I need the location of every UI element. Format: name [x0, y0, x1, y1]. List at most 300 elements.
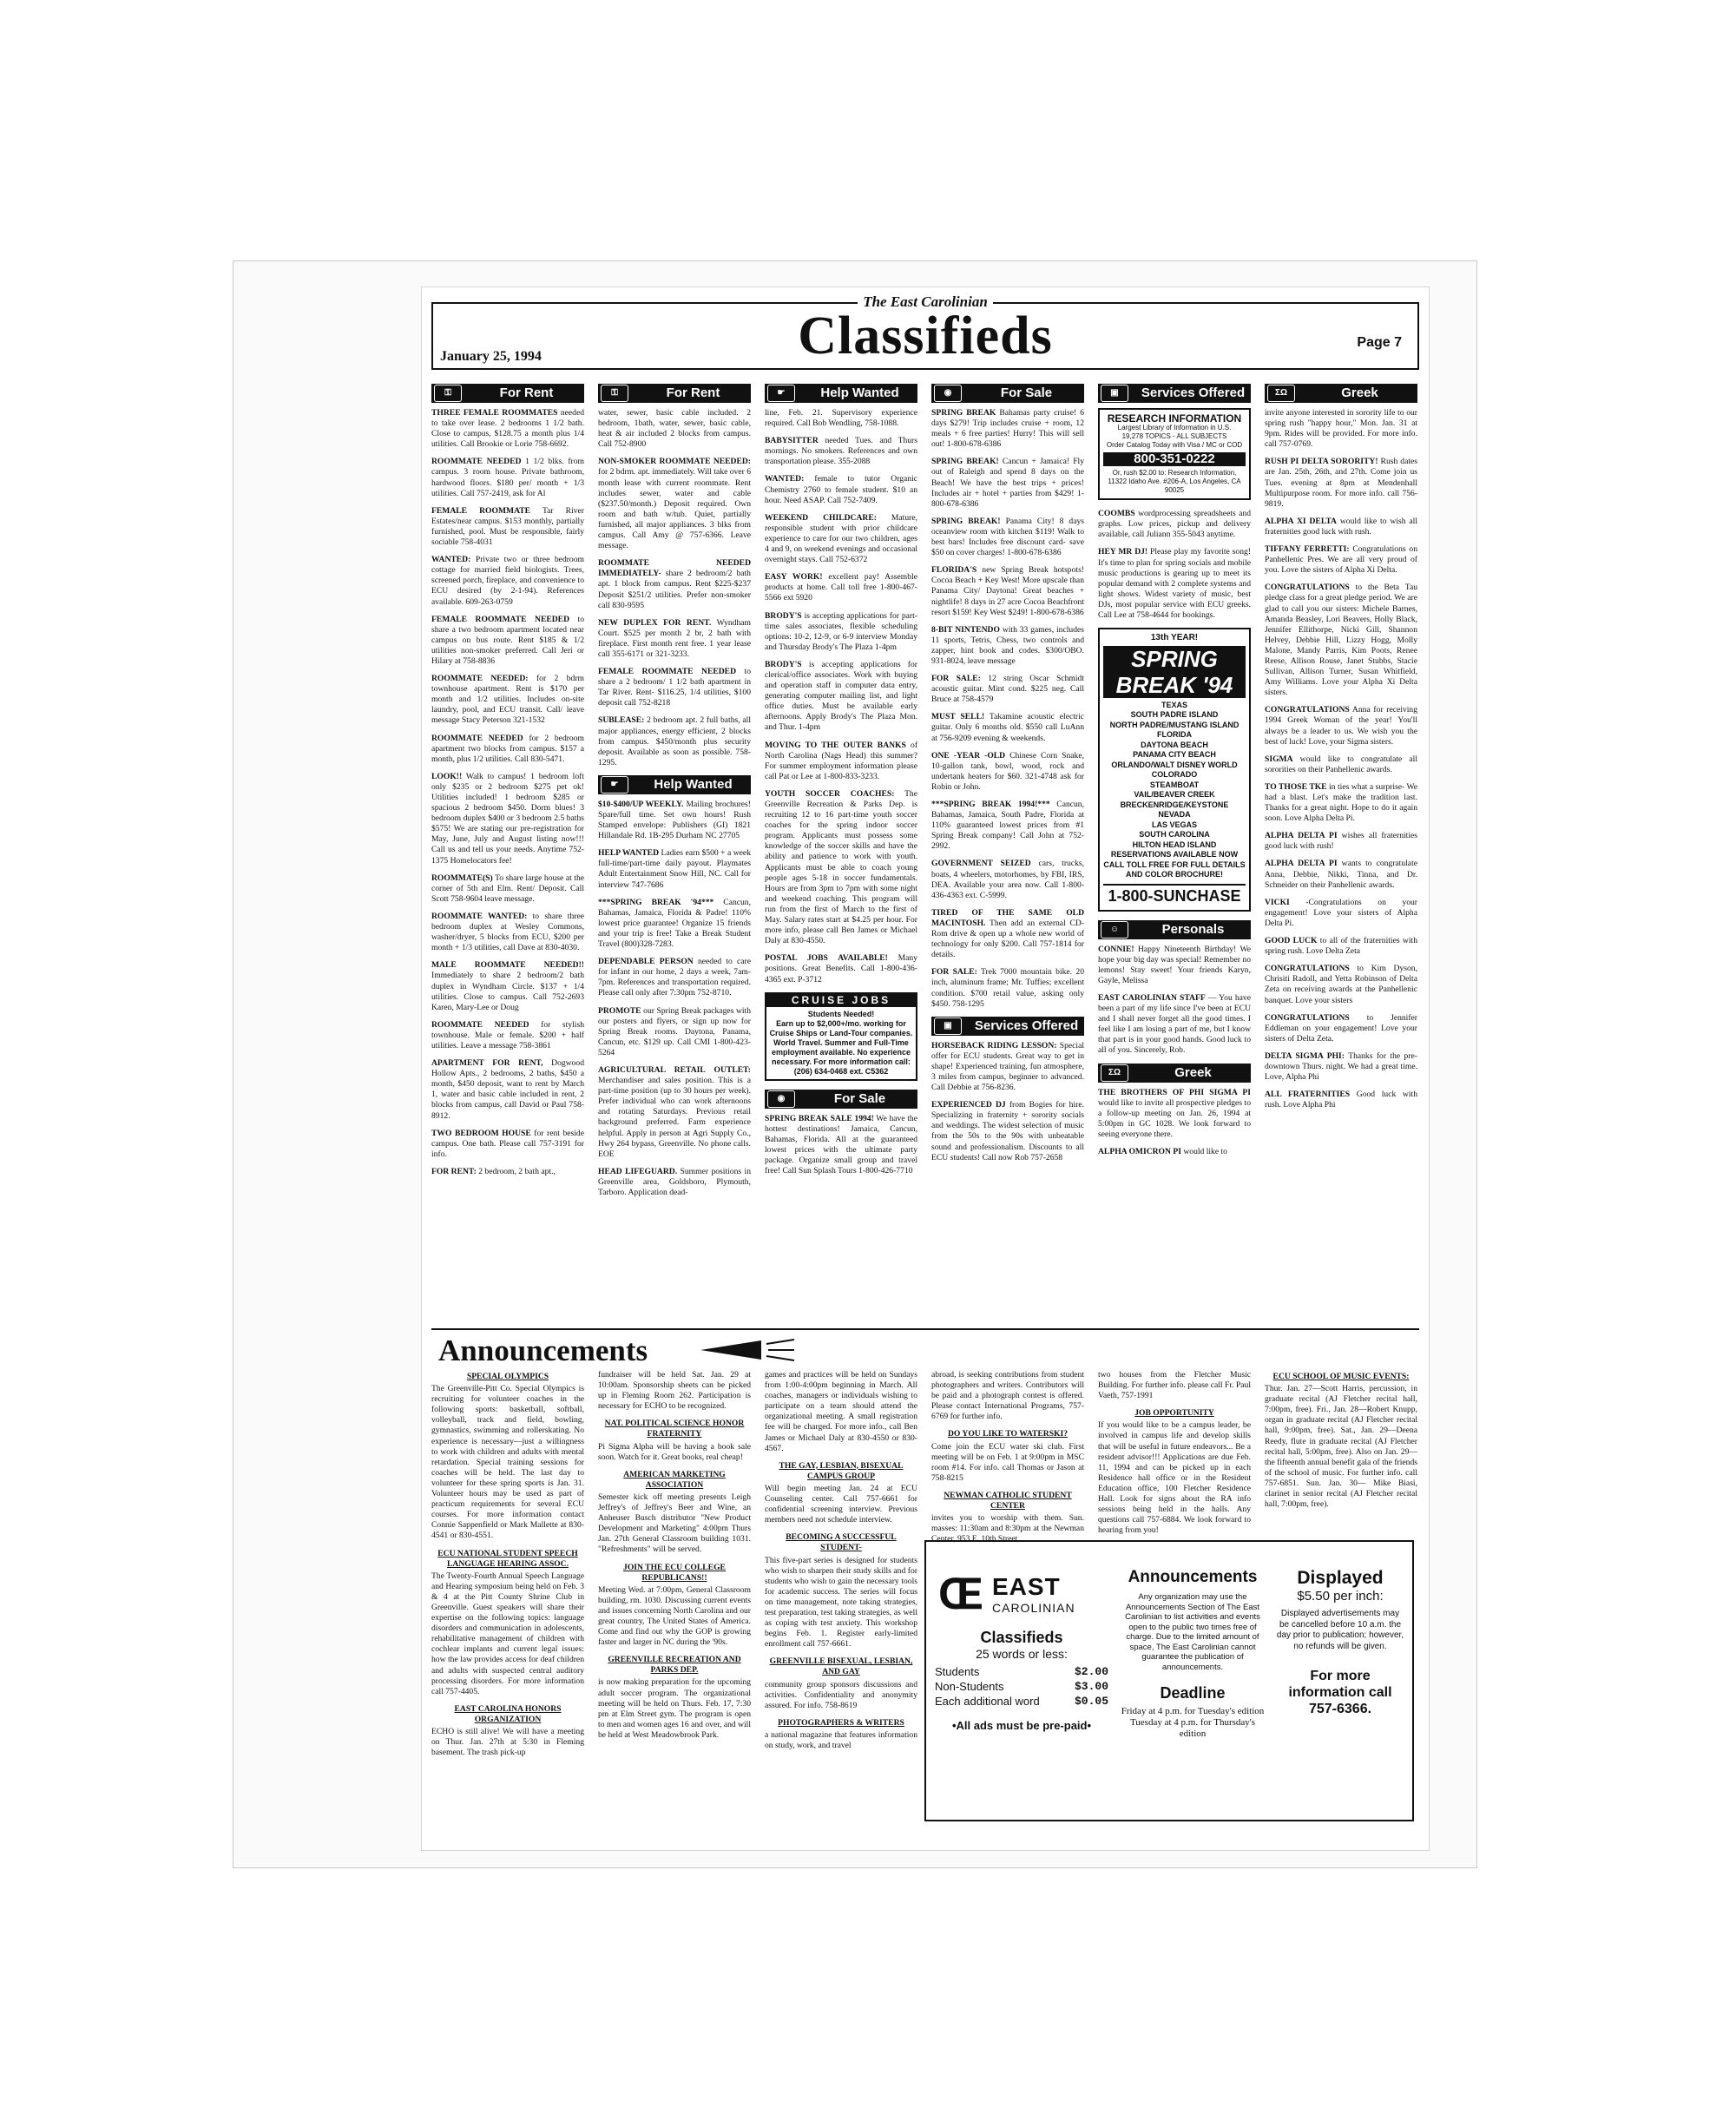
announcement-heading: AMERICAN MARKETING ASSOCIATION: [623, 1469, 726, 1490]
ad-lead: SPRING BREAK!: [931, 516, 1001, 526]
ad-lead: LOOK!!: [431, 771, 463, 781]
spring-destinations: [1103, 701, 1246, 880]
ad-lead: COOMBS: [1098, 509, 1135, 519]
announcement-text: a national magazine that features information on study, work, and travel: [765, 1729, 917, 1750]
ad-lead: ROOMMATE WANTED:: [431, 911, 528, 921]
classified-ad: [765, 513, 917, 565]
research-information-ad: [1098, 408, 1251, 500]
ad-body: wordprocessing spreadsheets and graphs. Low prices, pickup and delivery available, call Juliann 355-5043 anytime.: [1098, 509, 1251, 540]
ad-lead: AGRICULTURAL RETAIL OUTLET:: [598, 1064, 751, 1075]
logo-east: EAST: [992, 1573, 1061, 1600]
ad-lead: SPRING BREAK: [931, 408, 996, 418]
spring-destination-line: ORLANDO/WALT DISNEY WORLD: [1111, 760, 1238, 769]
announcement-heading: BECOMING A SUCCESSFUL STUDENT-: [786, 1532, 897, 1553]
announcement-column-1: [431, 1370, 584, 1839]
classified-ad: [431, 912, 584, 953]
classified-ad: [431, 1020, 584, 1051]
ad-list: [598, 800, 751, 1198]
header-label: For Sale: [833, 1090, 886, 1106]
ad-body: Merchandiser and sales position. This is a part-time position (up to 30 hours per week). Prefer individual who can work afternoons and rotating Saturdays. Previous retail background preferred. Farm experience helpful. Apply in person at Agri Supply Co., Hwy 264 bypass, Greenville. No phone calls. EOE: [598, 1076, 751, 1159]
announcement-heading: GREENVILLE BISEXUAL, LESBIAN, AND GAY: [769, 1656, 913, 1677]
column-for-rent-2: [598, 384, 751, 1323]
ad-lead: ALPHA XI DELTA: [1265, 516, 1337, 526]
rate-label: Students: [935, 1665, 980, 1678]
ad-lead: GOVERNMENT SEIZED: [931, 859, 1031, 869]
spring-destination-line: DAYTONA BEACH: [1141, 740, 1208, 749]
header-label: Greek: [1174, 1064, 1212, 1080]
ad-lead: RUSH PI DELTA SORORITY!: [1265, 457, 1378, 467]
ad-lead: YOUTH SOCCER COACHES:: [765, 788, 895, 799]
rate-price: $3.00: [1074, 1680, 1108, 1693]
ad-list: [1265, 408, 1417, 1110]
ad-lead: PROMOTE: [598, 1005, 641, 1016]
announcements-policy-text: Any organization may use the Announcements Section of The East Carolinian to list activities and events open to the public two times free of charge. Due to the limited amount of space, The East Carolinian cannot guarantee the publication of announcements.: [1125, 1592, 1260, 1672]
cassette-icon: ◉: [767, 1090, 795, 1108]
ad-body: Summer positions in Greenville area, Goldsboro, Plymouth, Tarboro. Application dead-: [598, 1166, 751, 1197]
header-label: Help Wanted: [820, 385, 899, 400]
ad-lead: SIGMA: [1265, 754, 1293, 764]
announcement-heading: PHOTOGRAPHERS & WRITERS: [778, 1717, 904, 1728]
classified-ad: [598, 1006, 751, 1058]
ad-body: Cancun, Bahamas, Jamaica, Florida & Padre! 110% lowest price guarantee! Organize 15 friends and your trip is free! Take a Break Student Travel (800)328-7283.: [598, 897, 752, 950]
ad-lead: EASY WORK!: [765, 572, 823, 583]
ad-body: to Jennifer Eddleman on your engagement! Love your sisters of Delta Zeta.: [1265, 1012, 1417, 1044]
announcement-heading: DO YOU LIKE TO WATERSKI?: [947, 1429, 1069, 1439]
east-carolinian-logo: [938, 1571, 1086, 1620]
announcement-text: The Twenty-Fourth Annual Speech Language and Hearing symposium being held on Feb. 3 & 4 at the Pitt County Shrine Club in Greenville. Guest speakers will share their expertise on the following topics: language disorders and communication in adolescents, rehabilitative management of children with cochlear implants and current legal issues: how the law provides access for deaf children and adults with suspected central auditory processing disorders. For more information call 757-4405.: [431, 1571, 584, 1696]
classified-ad: [598, 1167, 751, 1198]
logo-mark: Œ: [938, 1569, 983, 1619]
greek-letters-icon: ΣΩ: [1267, 385, 1295, 402]
classified-ad: [431, 506, 584, 548]
announcement-text: Thur. Jan. 27—Scott Harris, percussion, in graduate recital (AJ Fletcher recital hall, 7:00pm, free). Fri., Jan. 28—Robert Knupp, organ in graduate recital (AJ Fletcher recital hall, 9:00pm, free). Sat., Jan. 29—Deena Reedy, flute in graduate recital (AJ Fletcher recital hall, 5:00pm, free). Also on Jan. 29—the fifteenth annual benefit gala of the friends of the school of music. For further info. call 757-6851. Sun. Jan. 30— Mike Biasi, clarinet in senior recital (AJ Fletcher recital hall, 7:00pm, free).: [1265, 1384, 1417, 1510]
key-icon: ⚿: [434, 385, 462, 402]
ad-lead: ROOMMATE NEEDED:: [431, 674, 529, 684]
ad-lead: APARTMENT FOR RENT,: [431, 1058, 543, 1069]
ad-lead: $10-$400/UP WEEKLY.: [598, 799, 684, 809]
spring-destination-line: NORTH PADRE/MUSTANG ISLAND: [1109, 720, 1240, 729]
cassette-icon: ◉: [934, 385, 962, 402]
classified-ad: [931, 859, 1084, 900]
research-address: Or, rush $2.00 to: Research Information, 11322 Idaho Ave. #206-A, Los Angeles, CA 90025: [1108, 469, 1241, 495]
ad-lead: TIRED OF THE SAME OLD MACINTOSH.: [931, 907, 1084, 928]
ad-body: Ladies earn $500 + a week full-time/part-time daily payout. Playmates Adult Entertainment Snow Hill, NC. Call for interview 747-7686: [598, 848, 751, 890]
ad-body: share 2 bedroom/2 bath apt. 1 block from campus. Rent $225-$237 Deposit $251/2 utilities. Prefer non-smoker call 830-9595: [598, 569, 751, 610]
cruise-jobs-title: CRUISE JOBS: [766, 994, 916, 1007]
ad-body: Walk to campus! 1 bedroom loft only $235 or 2 bedroom $275 pet ok! Utilities included! 1 bedroom $285 or spacious 2 bedroom $450. Dorm blues! 3 bedroom duplex $400 or 3 bedroom 2.5 baths $575! We are stating our pre-registration for May, June, July and August listing now!!! Call us and tell us your needs. Anytime 752-1375 Homelocators fee!: [431, 771, 584, 866]
classified-ad: [431, 873, 584, 905]
ad-lead: GOOD LUCK: [1265, 936, 1318, 946]
classified-ad: [931, 1041, 1084, 1093]
announcement-heading: ECU NATIONAL STUDENT SPEECH LANGUAGE HEARING ASSOC.: [437, 1548, 578, 1569]
cruise-jobs-sub: Students Needed!: [807, 1009, 875, 1018]
ad-body: for rent beside campus. One bath. Please call 757-3191 for info.: [431, 1128, 584, 1159]
announcement-heading: JOIN THE ECU COLLEGE REPUBLICANS!!: [623, 1562, 726, 1583]
classified-ad: [431, 1058, 584, 1122]
ad-body: new Spring Break hotspots! Cocoa Beach + Key West! More upscale than Panama City/ Daytona! Great beaches + nightlife! 8 days in 27 acre Cocoa Beachfront resort $159! Key West $249! 1-800-678-6386: [931, 565, 1084, 617]
ad-lead: FEMALE ROOMMATE NEEDED: [431, 614, 570, 624]
announcements-title: Announcements: [438, 1334, 648, 1367]
announcement-text: Will begin meeting Jan. 24 at ECU Counseling center. Call 757-6661 for confidential screening interview. Previous members need not schedule interview.: [765, 1483, 917, 1525]
ad-list: [931, 408, 1084, 1010]
announcement-text: community group sponsors discussions and activities. Confidentiality and anonymity assured. For info. 758-8619: [765, 1679, 917, 1710]
rate-price: $0.05: [1074, 1695, 1108, 1708]
column-greek: [1265, 384, 1417, 1323]
ad-lead: MUST SELL!: [931, 712, 985, 722]
ad-body: Cancun, Bahamas, Jamaica, South Padre, Florida at 110% guaranteed lowest prices from #1 Spring Break company! Call John at 752-2992.: [931, 800, 1085, 852]
ad-lead: NON-SMOKER ROOMMATE NEEDED:: [598, 457, 751, 467]
research-title: RESEARCH INFORMATION: [1107, 412, 1242, 425]
ad-body: needed to care for infant in our home, 2 days a week, 7am-7pm. References and transportation required. Please call only after 7:30pm 752-8710.: [598, 957, 751, 998]
ad-lead: SUBLEASE:: [598, 715, 645, 726]
classified-ad: [431, 408, 584, 450]
classified-ad: [1265, 964, 1417, 1005]
ad-body: needed Tues. and Thurs mornings. No smokers. References and own transportation please. 355-2088: [765, 436, 917, 467]
ad-body: 1 1/2 blks. from campus. 3 room house. Private bathroom, hardwood floors. $180 per/ month + 1/3 utilities. Call 757-2419, ask for Al: [431, 457, 584, 498]
header-personals: [1098, 920, 1251, 939]
masthead-rule-bottom: [431, 368, 1419, 370]
classified-ad: [765, 408, 917, 429]
ad-lead: FOR SALE:: [931, 967, 977, 978]
column-help-wanted: [765, 384, 917, 1323]
ad-lead: TO THOSE TKE: [1265, 781, 1327, 792]
classified-ad: [765, 660, 917, 734]
publication-name-text: The East Carolinian: [858, 293, 993, 310]
announcements-banner: [431, 1328, 1419, 1368]
classified-ad: [931, 1100, 1084, 1163]
ad-lead: ALPHA DELTA PI: [1265, 859, 1338, 869]
ad-lead: THREE FEMALE ROOMMATES: [431, 408, 558, 418]
announcement-heading: THE GAY, LESBIAN, BISEXUAL CAMPUS GROUP: [779, 1460, 904, 1481]
hand-icon: ☛: [601, 776, 628, 794]
ad-lead: WANTED:: [765, 474, 805, 484]
classified-ad: [431, 1167, 584, 1177]
ad-lead: ROOMMATE NEEDED: [431, 457, 522, 467]
ad-lead: CONNIE!: [1098, 944, 1134, 954]
classified-ad: [598, 457, 751, 551]
ad-body: Please play my favorite song! It's time to plan for spring socials and mobile music productions is gearing up to meet its popular demand with 2 complete systems and light shows. Widest variety of music, best DJs, most popular service with ECU greeks. Call Lee at 758-4644 for bookings.: [1098, 547, 1251, 621]
classified-ad: [431, 457, 584, 498]
cruise-jobs-text: Earn up to $2,000+/mo. working for Cruise Ships or Land-Tour companies. World Travel. Summer and Full-Time employment available. No experience necessary. For more information call:: [769, 1018, 913, 1066]
header-label: Personals: [1161, 921, 1225, 937]
ad-body: to the Beta Tau pledge class for a great pledge period. We are glad to call you our sisters: Michele Barnes, Amanda Beasley, Lori Beavers, Holly Black, Jennifer Ellithorpe, Nicki Gill, Shannon Helvey, Debbie Hill, Lizzy Hogg, Molly Malone, Mandy Parris, Kim Poots, Renee Reese, Allison Rouse, Janet Stubbs, Stacie Sullivan, Allison Turner, Susan Whitfield, Amy Williams. Love your Alpha Xi Delta sisters.: [1265, 583, 1417, 698]
classified-ad: [1265, 1090, 1417, 1110]
classified-ad: [931, 408, 1084, 450]
announcement-heading: JOB OPPORTUNITY: [1134, 1408, 1214, 1419]
announcement-text: abroad, is seeking contributions from student photographers and writers. Contributors will be paid and a photograph contest is offered. Please contact International Programs, 757-6769 for further info.: [931, 1370, 1084, 1422]
ad-body: to share three bedroom duplex at Wesley Commons, washer/dryer, 5 blocks from ECU, $200 per month + 1/3 utilities, call Dave at 830-4030.: [431, 911, 584, 953]
ad-body: would like to invite all prospective pledges to a follow-up meeting on Jan. 26, 1994 at 5:00pm in GC 1028. We look forward to seeing everyone there.: [1098, 1097, 1251, 1139]
header-greek: [1098, 1064, 1251, 1083]
ad-body: The Greenville Recreation & Parks Dep. is recruiting 12 to 16 part-time youth soccer coaches for the spring indoor soccer program. Applicants must possess some knowledge of the soccer skills and have the ability and patience to work with youth. Applicants must be able to coach young people ages 5-18 in soccer fundamentals. Hours are from 3pm to 7pm with some night and weekend coaching. This program will run from the first of March to the first of May. Salary rates start at $4.25 per hour. For more info, please call Ben James or Michael Daly at 830-4550.: [765, 788, 917, 946]
announcement-text: invites you to worship with them. Sun. masses: 11:30am and 8:30pm at the Newman Center, 953 E. 10th Street,: [931, 1513, 1084, 1544]
rate-price: $2.00: [1074, 1665, 1108, 1678]
ad-body: Bahamas party cruise! 6 days $279! Trip includes cruise + room, 12 meals + 6 free parties! Hurry! This will sell out! 1-800-678-6386: [931, 408, 1084, 450]
contact-info: For more information call 757-6366.: [1288, 1669, 1392, 1716]
classified-ad: [1098, 1088, 1251, 1140]
ad-lead: SPRING BREAK!: [931, 457, 999, 467]
ad-body: for 2 bedroom apartment two blocks from campus. $157 a month, plus 1/2 utilities. Call 830-5471.: [431, 733, 584, 764]
ad-body: Chinese Corn Snake, 10-gallon tank, bowl, wood, rock and undertank heaters for $60. 321-4748 ask for Robin or John.: [931, 750, 1084, 792]
announcements-policy: [1119, 1568, 1266, 1740]
classified-ad: [765, 741, 917, 782]
classified-ad: [931, 517, 1084, 558]
ad-lead: CONGRATULATIONS: [1265, 964, 1350, 974]
classified-ad: [931, 751, 1084, 793]
ad-lead: HORSEBACK RIDING LESSON:: [931, 1040, 1057, 1050]
ad-body: is accepting applications for part-time sales associates, flexible scheduling options: 10-2, 12-9, or 6-9 interview Monday and Thursday Brody's The Plaza 1-4pm: [765, 610, 917, 652]
ad-body: To share large house at the corner of 5th and Elm. Rent/ Deposit. Call Scott 758-9604 leave message.: [431, 873, 585, 904]
classified-ad: [765, 789, 917, 946]
ad-lead: BRODY'S: [765, 659, 802, 669]
ad-body: Immediately to share 2 bedroom/2 bath duplex in Wyndham Circle. $137 + 1/4 utilities. Close to campus. Call 752-2693 Karen, Mary-Lee or Doug: [431, 971, 584, 1012]
ad-lead: MALE ROOMMATE NEEDED!!: [431, 960, 584, 971]
ad-lead: EAST CAROLINIAN STAFF: [1098, 993, 1206, 1003]
section-title: Classifieds: [798, 306, 1053, 366]
classified-ad: [598, 957, 751, 998]
classified-ad: [1265, 936, 1417, 957]
ad-body: Mailing brochures! Spare/full time. Set own hours! Rush Stamped envelope: Publishers (GI) 1821 Hillandale Rd. 1B-295 Durham NC 27705: [598, 799, 751, 841]
ad-lead: 8-BIT NINTENDO: [931, 624, 1000, 635]
announcement-heading: NEWMAN CATHOLIC STUDENT CENTER: [944, 1490, 1072, 1511]
announcement-heading: ECU SCHOOL OF MUSIC EVENTS:: [1272, 1372, 1410, 1381]
classified-ad: [1265, 408, 1417, 450]
ad-lead: FEMALE ROOMMATE NEEDED: [598, 667, 737, 677]
ad-body: Mature, responsible student with prior childcare experience to care for our two children, ages 4 and 9, on weekend evenings and occasional overnight stays. Call 752-6372: [765, 512, 917, 565]
ad-lead: POSTAL JOBS AVAILABLE!: [765, 953, 888, 964]
ad-lead: MOVING TO THE OUTER BANKS: [765, 740, 906, 750]
ad-lead: WANTED:: [431, 555, 471, 565]
rate-row: [935, 1679, 1108, 1694]
header-label: For Rent: [499, 385, 554, 400]
ad-body: for stylish townhouse. Male or female. $200 + half utilities. Leave a message 758-3861: [431, 1019, 584, 1050]
announcement-text: ECHO is still alive! We will have a meeting on Thur. Jan. 27th at 5:30 in Fleming basement. The trash pick-up: [431, 1727, 584, 1758]
ad-body: to share a two bedroom apartment located near campus on bus route. Rent $185 & 1/2 utilities non-smoker preferred. Call Jeri or Hilary at 758-8836: [431, 614, 584, 666]
ad-body: to Kim Dyson, Chrisiti Radoll, and Yetta Robinson of Delta Zeta on receiving awards at the Panhellenic banquet. Love your sisters: [1265, 964, 1417, 1005]
classified-ad: [1098, 993, 1251, 1057]
ad-body: 12 string Oscar Schmidt acoustic guitar. Mint cond. $225 neg. Call Bruce at 758-4579: [931, 674, 1084, 705]
classified-ad: [1098, 945, 1251, 986]
header-label: Help Wanted: [654, 776, 733, 792]
ad-lead: BABYSITTER: [765, 436, 819, 446]
ad-body: to share a 2 bedroom/ 1 1/2 bath apartment in Tar River. Rent- $116.25, 1/4 utilities, $100 deposit call 752-8218: [598, 667, 751, 708]
ad-lead: ***SPRING BREAK '94***: [598, 897, 714, 907]
spring-destination-line: FLORIDA: [1157, 730, 1192, 740]
ad-lead: FLORIDA'S: [931, 565, 977, 576]
classified-ad: [1265, 831, 1417, 852]
spring-logo: SPRING BREAK '94: [1103, 646, 1246, 698]
classified-rates-box: [924, 1540, 1414, 1821]
ad-body: of North Carolina (Nags Head) this summer? For summer employment information please call Pat or Lee at 1-800-833-3233.: [765, 740, 918, 781]
spring-destination-line: STEAMBOAT: [1149, 780, 1200, 789]
header-help-wanted: [598, 775, 751, 794]
ad-body: Tar River Estates/near campus. $153 monthly, partially furnished, pool. Must be responsible, fairly sociable 758-4031: [431, 505, 584, 548]
classified-ad: [1265, 583, 1417, 698]
ad-body: invite anyone interested in sorority life to our spring rush "happy hour," Mon. Jan. 31 at 9pm. Rides will be provided. For more info. call 757-0769.: [1265, 408, 1417, 450]
classified-ad: [765, 1114, 917, 1177]
ad-body: Many positions. Great Benefits. Call 1-800-436-4365 ext. P-3712: [765, 953, 917, 985]
classified-ad: [1265, 705, 1417, 747]
prepaid-note: •All ads must be pre-paid•: [951, 1719, 1092, 1732]
displayed-ads-section: [1275, 1568, 1405, 1717]
page-number: Page 7: [1357, 335, 1402, 350]
classified-ad: [598, 715, 751, 767]
classified-ad: [598, 1065, 751, 1160]
megaphone-icon: [700, 1339, 796, 1361]
ad-body: for 2 bdrm. apt. immediately. Will take over 6 month lease with current roommate. Rent includes sewer, water and cable ($237.50/month.) Deposit required. Own room and bath w/tub. Quiet, partially furnished, all major appliances. 3 blks from campus. Call Amy @ 757-6366. Leave message.: [598, 467, 751, 551]
rate-label: Each additional word: [935, 1695, 1040, 1708]
classified-ad: [931, 908, 1084, 960]
announcement-text: If you would like to be a campus leader, be involved in campus life and develop skills that will be useful in future endeavors... Be a resident advisor!!! Applications are due Feb. 11, 1994 and can be picked up in each Residence hall office or in the Resident Education office, 100 Fletcher Residence Hall. Look for signs about the RA info sessions being held in the halls. Any questions call 757-6884. We look forward to hearing from you!: [1098, 1420, 1251, 1536]
spring-destination-line: TEXAS: [1161, 700, 1187, 709]
ad-body: for 2 bdrm townhouse apartment. Rent is $170 per month and 1/2 utilities. Includes on-site laundry, pool, and ECU transit. Call/ leave message Stacy Peterson 321-1532: [431, 674, 584, 726]
ad-body: 2 bedroom, 2 bath apt.,: [478, 1166, 556, 1176]
announcement-heading: SPECIAL OLYMPICS: [466, 1372, 549, 1381]
cruise-jobs-body: [766, 1007, 916, 1079]
ad-list: [1098, 945, 1251, 1057]
header-greek: [1265, 384, 1417, 403]
spring-destination-line: BRECKENRIDGE/KEYSTONE: [1120, 800, 1229, 809]
announcement-column-3: [765, 1370, 917, 1839]
ad-list: [931, 1041, 1084, 1163]
ad-lead: THE BROTHERS OF PHI SIGMA PI: [1098, 1087, 1251, 1097]
services-icon: ▣: [934, 1017, 962, 1035]
classified-ad: [1265, 457, 1417, 509]
rates-title: Classifieds: [980, 1629, 1063, 1646]
ad-lead: FOR SALE:: [931, 674, 981, 684]
announcement-heading: EAST CAROLINA HONORS ORGANIZATION: [454, 1703, 562, 1724]
classified-ad: [1265, 898, 1417, 929]
ad-lead: VICKI: [1265, 897, 1290, 907]
classified-ad: [1265, 544, 1417, 576]
ad-body: Rush dates are Jan. 25th, 26th, and 27th. Come join us Tues. evening at 8pm at Mendenhall Multipurpose room. For more info. call 756-9819.: [1265, 457, 1417, 509]
spring-destination-line: SOUTH CAROLINA: [1139, 830, 1210, 840]
header-for-sale: [765, 1090, 917, 1109]
ad-body: — You have been a part of my life since I've been at ECU and I shall never forget all the good times. I feel like I am losing a part of me, but I know that part is in your good hands. Good luck to all of you. Sincerely, Rob.: [1098, 993, 1251, 1056]
classified-ad: [431, 734, 584, 765]
ad-body: cars, trucks, boats, 4 wheelers, motorhomes, by FBI, IRS, DEA. Available your area now. Call 1-800-436-4363 ext. C-5999.: [931, 859, 1084, 900]
announcement-text: Meeting Wed. at 7:00pm, General Classroom building, rm. 1030. Discussing current events and issues concerning North Carolina and our great country, The United States of America. Come and find out why the GOP is growing faster and larger in NC during the '90s.: [598, 1584, 751, 1648]
rate-row: [935, 1664, 1108, 1679]
announcement-heading: NAT. POLITICAL SCIENCE HONOR FRATERNITY: [604, 1419, 745, 1439]
classified-ad: [931, 625, 1084, 667]
ad-list: [1098, 1088, 1251, 1158]
rate-rows: [935, 1664, 1108, 1709]
deadline-text: Friday at 4 p.m. for Tuesday's edition Tuesday at 4 p.m. for Thursday's edition: [1121, 1706, 1265, 1739]
ad-body: water, sewer, basic cable included. 2 bedroom, 1bath, water, sewer, basic cable, heat & air included 2 blocks from campus. Call 752-8900: [598, 408, 751, 450]
header-label: For Rent: [666, 385, 720, 400]
classified-ad: [1265, 754, 1417, 775]
deadline-title: Deadline: [1160, 1684, 1226, 1702]
announcement-column-4: [931, 1370, 1084, 1544]
ad-body: is accepting applications for clerical/office associates. Work with buying and operation staff in computer data entry, generating computer mailing list, and light office duties. Must be available early afternoons. Apply Brody's The Plaza Mon. and Thur. 1-4pm: [765, 659, 917, 733]
header-for-rent: [431, 384, 584, 403]
ad-body: Wyndham Court. $525 per month 2 br, 2 bath with fireplace. First month rent free. 1 year lease call 355-6171 or 321-3233.: [598, 617, 751, 659]
ad-lead: ROOMMATE NEEDED: [431, 733, 523, 743]
spring-phone: 1-800-SUNCHASE: [1103, 884, 1246, 906]
ad-body: female to tutor Organic Chemistry 2760 to female student. $10 an hour. Need ASAP. Call 752-7409.: [765, 474, 917, 505]
classified-ad: [1098, 547, 1251, 621]
rates-subtitle: 25 words or less:: [976, 1647, 1068, 1661]
announcement-text: two houses from the Fletcher Music Building. For further info. please call Fr. Paul Vaeth, 757-1991: [1098, 1370, 1251, 1401]
announcement-text: is now making preparation for the upcoming adult soccer program. The organizational meeting will be held on Thurs. Feb. 17, 7:30 pm at Elm Street gym. The program is open to men and women ages 16 and over, and will be held at West Meadowbrook Park.: [598, 1677, 751, 1740]
announcement-text: This five-part series is designed for students who wish to sharpen their study skills and for students who wish to gain the necessary tools for academic success. The series will focus on time management, note taking strategies, test preparation, test taking strategies, as well as coping with test anxiety. This workshop begins Feb. 1. Register early-limited enrollment call 757-6661.: [765, 1555, 917, 1650]
displayed-title: Displayed: [1297, 1568, 1384, 1588]
rate-row: [935, 1694, 1108, 1709]
classified-ad: [931, 967, 1084, 1009]
spring-destination-line: SOUTH PADRE ISLAND: [1130, 710, 1219, 720]
ad-body: Cancun + Jamaica! Fly out of Raleigh and spend 8 days on the Beach! We have the best trips + prices! Includes air + hotel + parties from $429! 1-800-678-6386: [931, 457, 1084, 509]
displayed-text: Displayed advertisements may be cancelled before 10 a.m. the day prior to publication; however, no refunds will be given.: [1276, 1609, 1404, 1651]
greek-letters-icon: ΣΩ: [1101, 1064, 1128, 1082]
ad-body: We have the hottest destinations! Jamaica, Cancun, Bahamas, Florida. All at the guaranteed lowest prices with the ultimate party package. Organize small group and travel free! Call Sun Splash Tours 1-800-426-7710: [765, 1113, 917, 1176]
announcement-column-6: [1265, 1370, 1417, 1535]
spring-destination-line: NEVADA: [1158, 810, 1191, 820]
ad-body: would like to wish all fraternities good luck with rush.: [1265, 516, 1418, 537]
announcement-column-2: [598, 1370, 751, 1839]
classified-ad: [598, 667, 751, 708]
ad-lead: SPRING BREAK SALE 1994!: [765, 1113, 874, 1123]
announcement-text: Semester kick off meeting presents Leigh Jeffrey's of Jeffrey's Beer and Wine, an Anheuser Busch distributor "New Product Development and Marketing" 4:00pm Thurs Jan. 27th General Classroom building 1031. "Refreshments" will be served.: [598, 1492, 751, 1555]
research-phone: 800-351-0222: [1103, 452, 1246, 466]
classified-ad: [931, 800, 1084, 852]
ad-body: Private two or three bedroom cottage for married field biologists. Trees, screened porch, fireplace, and convenience to ECU desired (by 2-1-94). References available. 609-263-0759: [431, 555, 584, 607]
header-services-offered: [1098, 384, 1251, 403]
ad-lead: DELTA SIGMA PHI:: [1265, 1050, 1345, 1061]
logo-carolinian: CAROLINIAN: [992, 1601, 1075, 1615]
ad-list: [1098, 509, 1251, 621]
masthead: [431, 293, 1419, 373]
ad-body: line, Feb. 21. Supervisory experience required. Call Bob Wendling, 758-1088.: [765, 408, 917, 429]
spring-year: 13th YEAR!: [1150, 633, 1199, 643]
ad-body: Trek 7000 mountain bike. 20 inch, aluminum frame; Mr. Tuffies; excellent condition. $700 retail value, asking only $450. 758-1295: [931, 967, 1085, 1009]
ad-body: Then add an external CD-Rom drive & open up a whole new world of technology for only $200. Call 757-1814 for details.: [931, 918, 1084, 960]
classified-ad: [431, 555, 584, 607]
classified-ad: [931, 674, 1084, 705]
ad-lead: CONGRATULATIONS: [1265, 1012, 1350, 1023]
ad-list: [765, 408, 917, 985]
ad-lead: ALPHA OMICRON PI: [1098, 1147, 1181, 1157]
services-icon: ▣: [1101, 385, 1128, 402]
ad-list: [598, 408, 751, 768]
announcement-heading: GREENVILLE RECREATION AND PARKS DEP.: [608, 1655, 741, 1676]
ad-lead: BRODY'S: [765, 610, 802, 621]
classified-ad: [598, 800, 751, 841]
ad-body: 2 bedroom apt. 2 full baths, all major appliances, energy efficient, 2 blocks from campus. $450/month plus security deposit. Available as soon as possible. 758-1295.: [598, 715, 751, 767]
spring-break-display-ad: [1098, 628, 1251, 912]
displayed-price: $5.50 per inch:: [1297, 1589, 1384, 1604]
header-services-offered: [931, 1017, 1084, 1036]
research-sub: Largest Library of Information in U.S.: [1117, 424, 1232, 432]
ad-body: in ties what a surprise- We had a blast. Let's make the tradition last. Thanks for a great night. Hope to do it again soon. Love Alpha Delta Pi.: [1265, 781, 1417, 824]
key-icon: ⚿: [601, 385, 628, 402]
classified-columns: [431, 384, 1419, 1323]
ad-lead: ALPHA DELTA PI: [1265, 831, 1338, 841]
classified-ad: [1265, 1013, 1417, 1044]
ad-lead: HEY MR DJ!: [1098, 547, 1148, 557]
ad-lead: ONE -YEAR -OLD: [931, 750, 1006, 761]
header-for-rent: [598, 384, 751, 403]
ad-body: would like to: [1183, 1147, 1227, 1157]
cruise-jobs-ad: [765, 992, 917, 1081]
ad-lead: ROOMMATE NEEDED IMMEDIATELY-: [598, 558, 751, 579]
ad-lead: HELP WANTED: [598, 848, 659, 859]
ad-lead: NEW DUPLEX FOR RENT.: [598, 617, 712, 628]
classified-ad: [931, 712, 1084, 743]
ad-body: Takamine acoustic electric guitar. Only 6 months old. $550 call LuAnn at 756-9209 evening & weekends.: [931, 712, 1085, 743]
ad-lead: HEAD LIFEGUARD.: [598, 1166, 678, 1176]
issue-date: January 25, 1994: [440, 349, 542, 364]
